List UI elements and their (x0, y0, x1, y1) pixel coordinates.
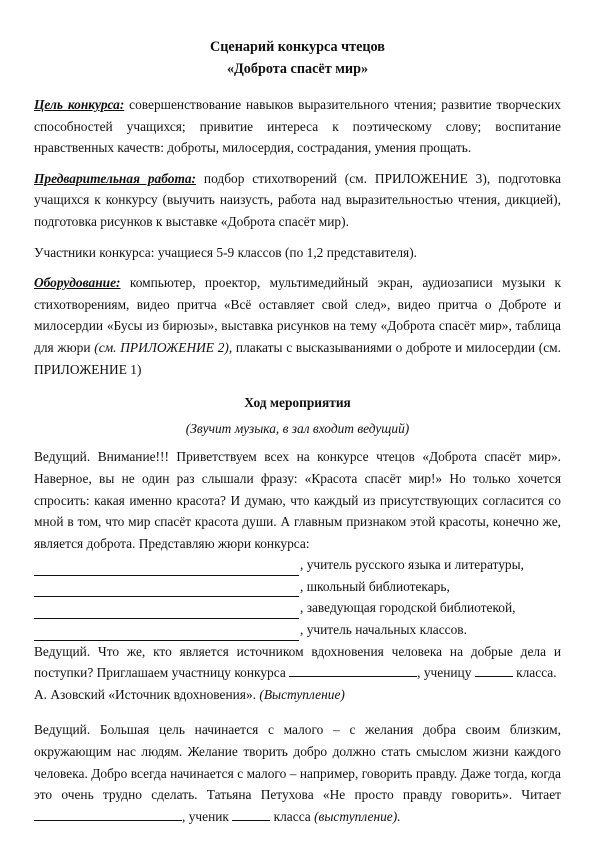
host-speech-3 (34, 719, 561, 827)
goal-label: Цель конкурса: (34, 97, 125, 112)
jury-blank-line (34, 627, 299, 641)
jury-blank-line (34, 605, 299, 619)
participant-name-blank (289, 664, 417, 677)
equipment-paragraph (34, 272, 561, 380)
jury-row-2 (34, 576, 561, 598)
jury-blank-line (34, 583, 299, 597)
jury-role: , школьный библиотекарь, (300, 578, 450, 594)
goal-text: совершенствование навыков выразительного чтения; развитие творческих способностей учащихся; привитие интереса к поэтическому слову; воспитание нравственных качеств: доброты, милосердия, сострадания, умения прощать. (34, 97, 561, 156)
host-speech-1: Ведущий. Внимание!!! Приветствуем всех на конкурсе чтецов «Доброта спасёт мир». Наверное, вы не один раз слышали фразу: «Красота спасёт мир!» Но только хочется спросить: какая именно красота? И думаю, что каждый из присутствующих согласится со мной в том, что мир спасёт красота души. А главным признаком этой красоты, конечно же, является доброта. Представляю жюри конкурса: (34, 449, 561, 551)
host-speech-2-text: класса. (512, 665, 557, 681)
prep-text: подбор стихотворений (см. ПРИЛОЖЕНИЕ 3), подготовка учащихся к конкурсу (выучить наизусть, работа над выразительностью чтения, дикцией), подготовка рисунков к выставке «Доброта спасёт мир). (34, 170, 561, 229)
goal-paragraph (34, 94, 561, 159)
jury-row-3 (34, 597, 561, 619)
prep-paragraph (34, 168, 561, 233)
class-blank (475, 664, 513, 677)
host-speech-2 (34, 641, 561, 706)
participant-name-blank (34, 808, 182, 821)
host-speech-3-text: , ученик (182, 808, 233, 824)
host-speech-2-text: Ведущий. Что же, кто является источником вдохновения человека на добрые дела и поступки? Приглашаем участницу конкурса (34, 643, 561, 681)
class-blank (232, 808, 270, 821)
host-speech-3-text: Ведущий. Большая цель начинается с малого – с желания добра своим близким, окружающим нас людям. Желание творить добро должно стать смыслом жизни каждого человека. Добро всегда начинается с малого – например, говорить правду. Даже тогда, когда это очень трудно сделать. Татьяна Петухова «Не просто правду говорить». Читает (34, 722, 561, 803)
course-heading: Ход мероприятия (244, 395, 351, 411)
document-page (34, 34, 561, 827)
host-speech-2-poem: А. Азовский «Источник вдохновения». (34, 686, 260, 702)
jury-role: , учитель русского языка и литературы, (300, 557, 524, 573)
host-speech-3-text: класса (270, 808, 315, 824)
prep-label: Предварительная работа: (34, 170, 197, 186)
equipment-text-2: плакаты с высказываниями о доброте и милосердии (см. ПРИЛОЖЕНИЕ 1) (34, 339, 561, 377)
jury-row-4 (34, 619, 561, 641)
jury-blank-line (34, 562, 299, 576)
jury-role: , заведующая городской библиотекой, (300, 600, 516, 616)
jury-row-1 (34, 554, 561, 576)
document-subtitle: «Доброта спасёт мир» (226, 61, 369, 77)
course-stage-direction: (Звучит музыка, в зал входит ведущий) (185, 420, 410, 436)
host-speech-2-text: , ученицу (417, 665, 475, 681)
document-title: Сценарий конкурса чтецов (210, 39, 385, 55)
equipment-label: Оборудование: (34, 275, 121, 291)
equipment-reference: (см. ПРИЛОЖЕНИЕ 2), (94, 339, 233, 355)
stage-direction: (выступление). (314, 808, 401, 824)
equipment-text-1: компьютер, проектор, мультимедийный экран, аудиозаписи музыки к стихотворениям, видео притча «Всё оставляет свой след», видео притча о Доброте и милосердии «Бусы из бирюзы», выставка рисунков на тему «Доброта спасёт мир», таблица для жюри (34, 275, 561, 355)
stage-direction: (Выступление) (259, 686, 345, 702)
jury-role: , учитель начальных классов. (300, 622, 467, 638)
participants-paragraph: Участники конкурса: учащиеся 5-9 классов (по 1,2 представителя). (34, 244, 418, 260)
